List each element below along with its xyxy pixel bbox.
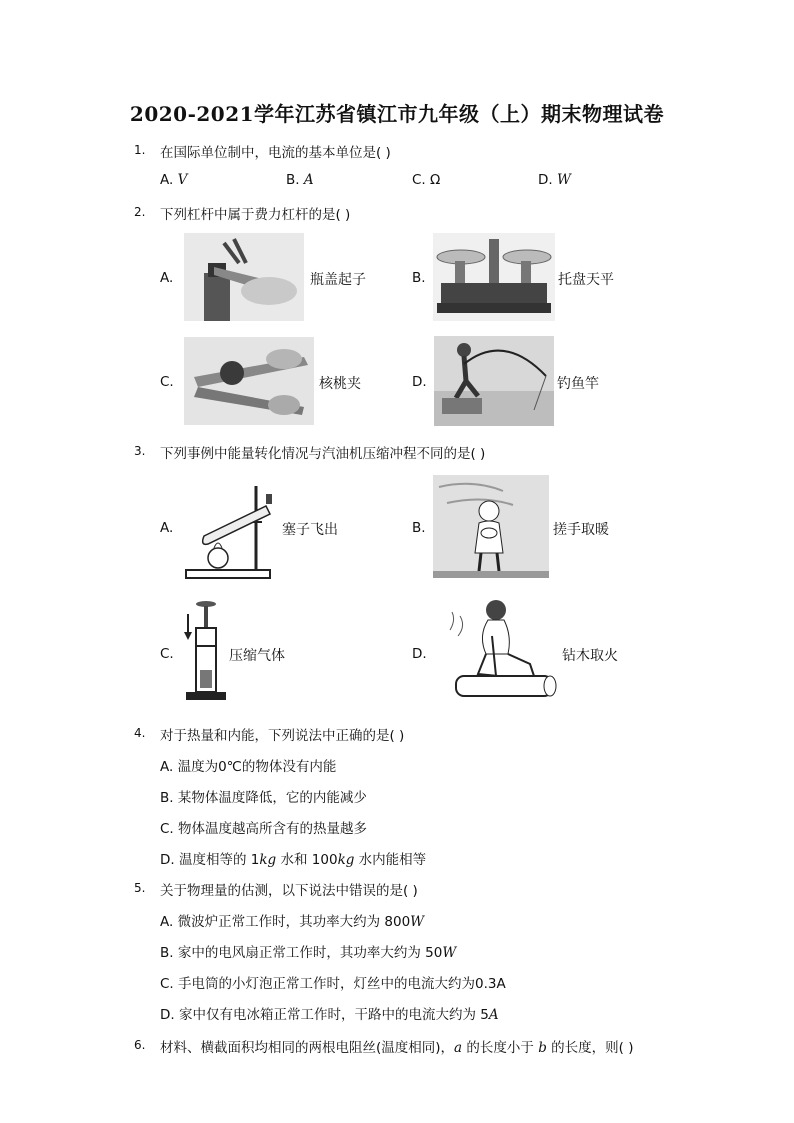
option-c-letter: C. [160, 374, 174, 390]
question-text: 在国际单位制中，电流的基本单位是( ) [160, 145, 391, 161]
option-b: B. 某物体温度降低，它的内能减少 [160, 790, 367, 806]
option-a: A. 微波炉正常工作时，其功率大约为 800W [160, 914, 425, 930]
question-number: 5. [134, 881, 146, 895]
option-d: D. 家中仅有电冰箱正常工作时，干路中的电流大约为 5A [160, 1007, 499, 1023]
fishing-rod-photo [434, 336, 554, 426]
question-number: 4. [134, 726, 146, 740]
option-caption: 钻木取火 [562, 648, 618, 664]
test-tube-burner-drawing [182, 476, 274, 584]
tray-balance-photo [433, 233, 555, 321]
bottle-opener-photo [184, 233, 304, 321]
option-a-letter: A. [160, 520, 174, 536]
option-d-letter: D. [412, 374, 427, 390]
option-caption: 钓鱼竿 [557, 376, 599, 392]
option-c: C. 物体温度越高所含有的热量越多 [160, 821, 368, 837]
nutcracker-photo [184, 337, 314, 425]
question-number: 6. [134, 1038, 146, 1052]
question-text: 下列事例中能量转化情况与汽油机压缩冲程不同的是( ) [160, 446, 486, 462]
option-b-letter: B. [412, 520, 426, 536]
option-c-letter: C. [160, 646, 174, 662]
option-caption: 核桃夹 [319, 376, 361, 392]
question-number: 2. [134, 205, 146, 219]
question-number: 1. [134, 143, 146, 157]
question-number: 3. [134, 444, 146, 458]
drilling-wood-fire-drawing [438, 596, 558, 706]
option-c: C. 手电筒的小灯泡正常工作时，灯丝中的电流大约为0.3A [160, 976, 506, 992]
question-text: 材料、横截面积均相同的两根电阻丝(温度相同)，a 的长度小于 b 的长度，则( ) [160, 1040, 634, 1056]
option-caption: 托盘天平 [558, 272, 614, 288]
option-caption: 塞子飞出 [282, 522, 338, 538]
question-text: 关于物理量的估测，以下说法中错误的是( ) [160, 883, 418, 899]
option-a-letter: A. [160, 270, 174, 286]
air-compression-cylinder-drawing [182, 600, 226, 704]
option-a: A. V [160, 172, 188, 188]
option-d: D. W [538, 172, 571, 188]
option-caption: 瓶盖起子 [310, 272, 366, 288]
option-d: D. 温度相等的 1kg 水和 100kg 水内能相等 [160, 852, 427, 868]
option-b: B. 家中的电风扇正常工作时，其功率大约为 50W [160, 945, 457, 961]
question-text: 下列杠杆中属于费力杠杆的是( ) [160, 207, 351, 223]
option-d-letter: D. [412, 646, 427, 662]
option-caption: 搓手取暖 [553, 522, 609, 538]
option-b-letter: B. [412, 270, 426, 286]
option-c: C. Ω [412, 172, 441, 188]
question-text: 对于热量和内能，下列说法中正确的是( ) [160, 728, 405, 744]
option-b: B. A [286, 172, 314, 188]
rubbing-hands-drawing [433, 475, 549, 578]
option-caption: 压缩气体 [229, 648, 285, 664]
option-a: A. 温度为0℃的物体没有内能 [160, 759, 337, 775]
page-title: 2020-2021学年江苏省镇江市九年级（上）期末物理试卷 [129, 102, 665, 126]
